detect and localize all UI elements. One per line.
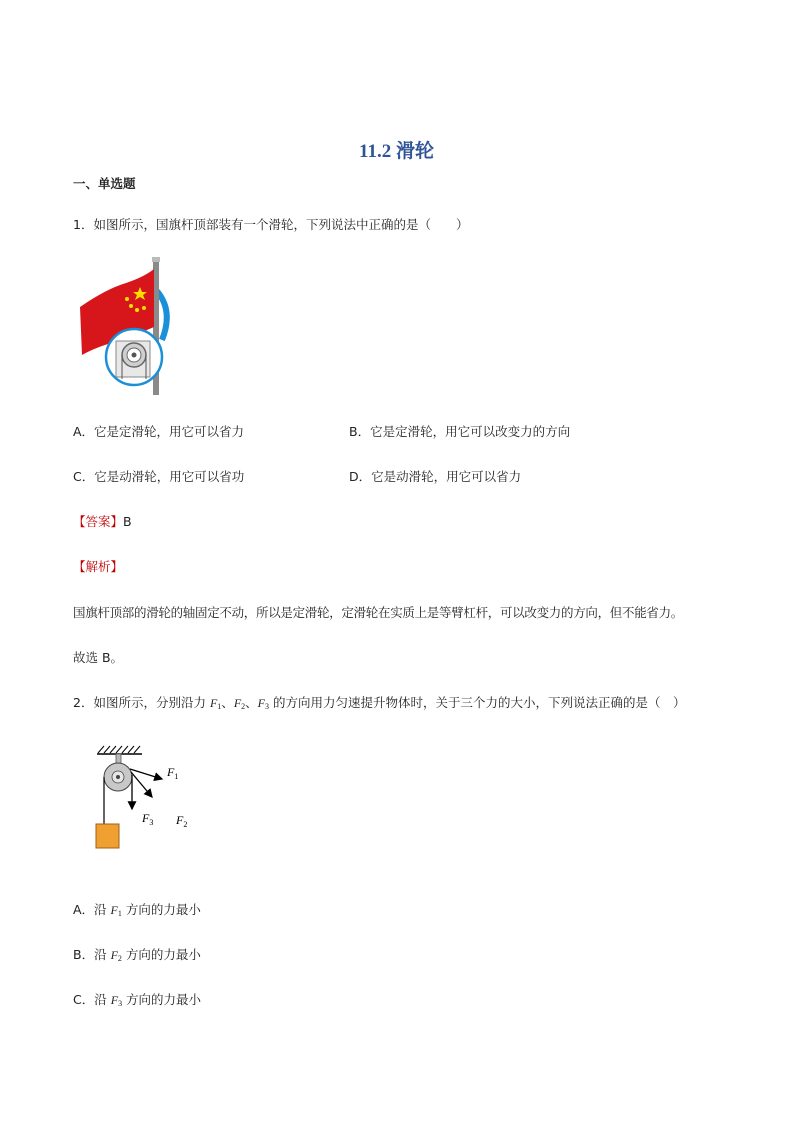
q1-option-a: A．它是定滑轮，用它可以省力 (73, 424, 245, 439)
small-star-icon (125, 297, 129, 301)
pulley-axle (116, 775, 120, 779)
q2-stem-f2: $F_2$ (233, 696, 246, 711)
pulley-force-figure (92, 742, 204, 854)
answer-value: B (123, 514, 132, 529)
ceiling-hatching (98, 746, 140, 753)
analysis-text: 国旗杆顶部的滑轮的轴固定不动，所以是定滑轮，定滑轮在实质上是等臂杠杆，可以改变力的方向，但不能省力。 (73, 605, 684, 620)
small-star-icon (129, 304, 133, 308)
pole-top (152, 257, 160, 262)
small-star-icon (142, 306, 146, 310)
q1-option-d: D．它是动滑轮，用它可以省力 (349, 469, 522, 484)
small-star-icon (135, 308, 139, 312)
weight-block (96, 824, 119, 848)
q2-option-c: C．沿 $F_3$ 方向的力最小 (73, 992, 202, 1008)
q2-stem (73, 693, 686, 711)
analysis-conclusion: 故选 B。 (73, 650, 124, 665)
q2-stem-f1: $F_1$ (209, 696, 222, 711)
q2-option-b: B．沿 $F_2$ 方向的力最小 (73, 947, 201, 963)
label-f3: $F_3$ (142, 811, 154, 827)
section-heading: 一、单选题 (73, 176, 136, 191)
q2-option-a: A．沿 $F_1$ 方向的力最小 (73, 902, 201, 918)
pulley-axle (132, 353, 137, 358)
q2-stem-part1: 2．如图所示，分别沿力 (73, 695, 206, 710)
label-f1: $F_1$ (167, 765, 179, 781)
q1-stem: 1．如图所示，国旗杆顶部装有一个滑轮，下列说法中正确的是（ ） (73, 217, 469, 232)
label-f2: $F_2$ (176, 813, 188, 829)
flag-pole-pulley-figure (76, 255, 171, 397)
separator: 、 (221, 695, 234, 710)
q1-option-c: C．它是动滑轮，用它可以省功 (73, 469, 245, 484)
page-title: 11.2 滑轮 (359, 141, 434, 162)
separator: 、 (245, 695, 258, 710)
analysis-label: 【解析】 (73, 559, 124, 574)
q2-stem-f3: $F_3$ (257, 696, 270, 711)
force-f2-arrow (131, 772, 152, 797)
q1-option-b: B．它是定滑轮，用它可以改变力的方向 (349, 424, 571, 439)
q1-answer (73, 512, 132, 530)
answer-label: 【答案】 (73, 514, 124, 529)
q2-stem-part2: 的方向用力匀速提升物体时，关于三个力的大小，下列说法正确的是（ ） (273, 695, 686, 710)
